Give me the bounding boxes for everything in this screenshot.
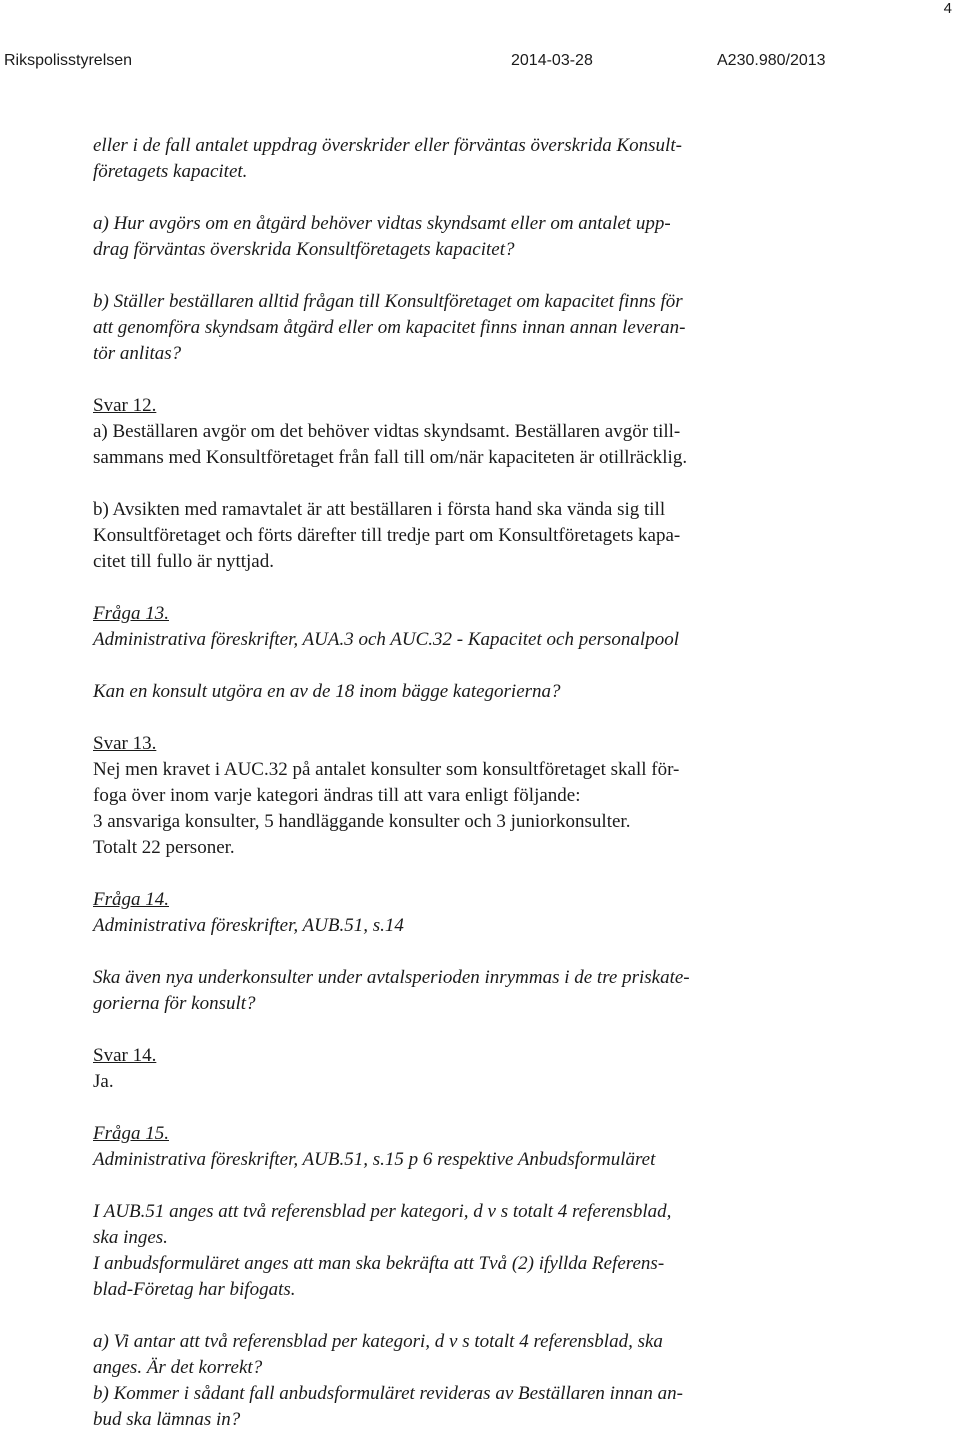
text-line: Administrativa föreskrifter, AUB.51, s.14 bbox=[93, 915, 404, 936]
text-line: Administrativa föreskrifter, AUB.51, s.15 p 6 respektive Anbudsformuläret bbox=[93, 1149, 656, 1170]
answer-label: Svar 12. bbox=[93, 395, 157, 416]
text-line: ska inges. bbox=[93, 1227, 168, 1248]
paragraph-gap bbox=[93, 1017, 833, 1043]
paragraph-gap bbox=[93, 263, 833, 289]
text-line: att genomföra skyndsam åtgärd eller om kapacitet finns innan annan leveran- bbox=[93, 317, 686, 338]
text-line: gorierna för konsult? bbox=[93, 993, 256, 1014]
paragraph-gap bbox=[93, 1173, 833, 1199]
text-line: a) Hur avgörs om en åtgärd behöver vidtas skyndsamt eller om antalet upp- bbox=[93, 213, 671, 234]
question-paragraph bbox=[93, 1199, 833, 1303]
question-label: Fråga 13. bbox=[93, 603, 169, 624]
paragraph-gap bbox=[93, 939, 833, 965]
text-line: a) Beställaren avgör om det behöver vidtas skyndsamt. Beställaren avgör till- bbox=[93, 421, 681, 442]
question-paragraph bbox=[93, 679, 833, 705]
question-label: Fråga 14. bbox=[93, 889, 169, 910]
header-date: 2014-03-28 bbox=[511, 52, 593, 69]
answer-paragraph bbox=[93, 393, 833, 471]
answer-paragraph bbox=[93, 731, 833, 861]
paragraph-gap bbox=[93, 1303, 833, 1329]
text-line: citet till fullo är nyttjad. bbox=[93, 551, 274, 572]
text-line: foga över inom varje kategori ändras till att vara enligt följande: bbox=[93, 785, 581, 806]
text-line: anges. Är det korrekt? bbox=[93, 1357, 263, 1378]
text-line: Ska även nya underkonsulter under avtalsperioden inrymmas i de tre priskate- bbox=[93, 967, 690, 988]
text-line: b) Avsikten med ramavtalet är att beställaren i första hand ska vända sig till bbox=[93, 499, 666, 520]
text-line: sammans med Konsultföretaget från fall till om/när kapaciteten är otillräcklig. bbox=[93, 447, 688, 468]
question-paragraph bbox=[93, 965, 833, 1017]
text-line: b) Ställer beställaren alltid frågan till Konsultföretaget om kapacitet finns för bbox=[93, 291, 683, 312]
question-paragraph bbox=[93, 1121, 833, 1173]
text-line: tör anlitas? bbox=[93, 343, 182, 364]
question-paragraph bbox=[93, 211, 833, 263]
paragraph-gap bbox=[93, 185, 833, 211]
text-line: Ja. bbox=[93, 1071, 114, 1092]
text-line: eller i de fall antalet uppdrag överskrider eller förväntas överskrida Konsult- bbox=[93, 135, 682, 156]
question-paragraph bbox=[93, 887, 833, 939]
question-paragraph bbox=[93, 601, 833, 653]
page-number: 4 bbox=[943, 0, 952, 17]
paragraph-gap bbox=[93, 1095, 833, 1121]
text-line: Konsultföretaget och förts därefter till tredje part om Konsultföretagets kapa- bbox=[93, 525, 681, 546]
text-line: I anbudsformuläret anges att man ska bekräfta att Två (2) ifyllda Referens- bbox=[93, 1253, 665, 1274]
header-organization: Rikspolisstyrelsen bbox=[4, 52, 133, 69]
document-body bbox=[93, 133, 833, 1433]
paragraph-gap bbox=[93, 653, 833, 679]
answer-label: Svar 13. bbox=[93, 733, 157, 754]
text-line: företagets kapacitet. bbox=[93, 161, 248, 182]
text-line: Totalt 22 personer. bbox=[93, 837, 235, 858]
text-line: I AUB.51 anges att två referensblad per kategori, d v s totalt 4 referensblad, bbox=[93, 1201, 672, 1222]
header-reference: A230.980/2013 bbox=[717, 52, 826, 69]
question-paragraph bbox=[93, 1329, 833, 1433]
text-line: Kan en konsult utgöra en av de 18 inom bägge kategorierna? bbox=[93, 681, 561, 702]
text-line: Administrativa föreskrifter, AUA.3 och AUC.32 - Kapacitet och personalpool bbox=[93, 629, 679, 650]
question-paragraph bbox=[93, 289, 833, 367]
answer-paragraph bbox=[93, 497, 833, 575]
text-line: blad-Företag har bifogats. bbox=[93, 1279, 296, 1300]
answer-label: Svar 14. bbox=[93, 1045, 157, 1066]
paragraph-gap bbox=[93, 705, 833, 731]
text-line: 3 ansvariga konsulter, 5 handläggande konsulter och 3 juniorkonsulter. bbox=[93, 811, 631, 832]
paragraph-gap bbox=[93, 575, 833, 601]
text-line: a) Vi antar att två referensblad per kategori, d v s totalt 4 referensblad, ska bbox=[93, 1331, 663, 1352]
paragraph-gap bbox=[93, 861, 833, 887]
document-header bbox=[4, 50, 960, 72]
text-line: Nej men kravet i AUC.32 på antalet konsulter som konsultföretaget skall för- bbox=[93, 759, 680, 780]
text-line: bud ska lämnas in? bbox=[93, 1409, 241, 1430]
answer-paragraph bbox=[93, 1043, 833, 1095]
paragraph-gap bbox=[93, 471, 833, 497]
text-line: b) Kommer i sådant fall anbudsformuläret revideras av Beställaren innan an- bbox=[93, 1383, 684, 1404]
text-line: drag förväntas överskrida Konsultföretagets kapacitet? bbox=[93, 239, 515, 260]
question-label: Fråga 15. bbox=[93, 1123, 169, 1144]
question-paragraph bbox=[93, 133, 833, 185]
paragraph-gap bbox=[93, 367, 833, 393]
